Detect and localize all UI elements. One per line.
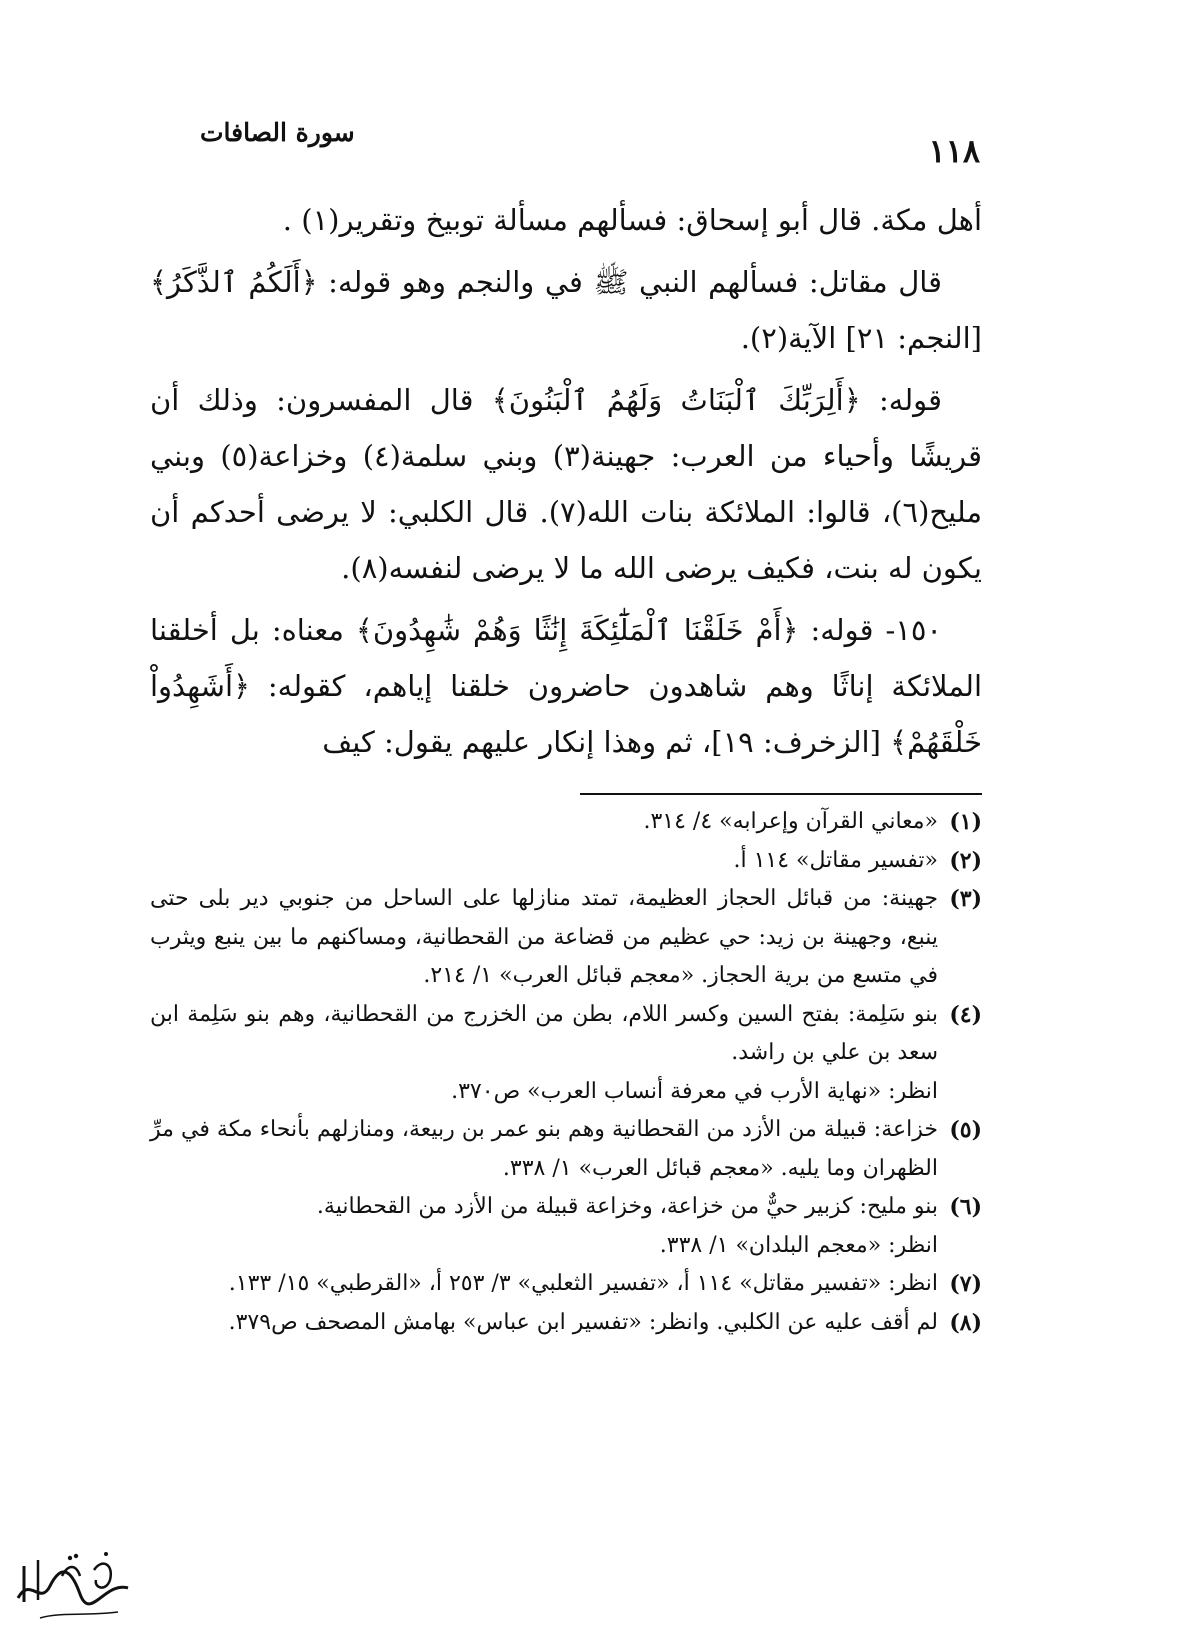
footnote-number: (٨) [949, 1309, 982, 1336]
paragraph-3: قوله: ﴿أَلِرَبِّكَ ٱلْبَنَاتُ وَلَهُمُ ٱلْبَنُونَ﴾ قال المفسرون: وذلك أن قريشًا وأحياء من العرب: جهينة(٣) وبني سلمة(٤) وخزاعة(٥) وبني مليح(٦)، قالوا: الملائكة بنات الله(٧). قال الكلبي: لا يرضى أحدكم أن يكون له بنت، فكيف يرضى الله ما لا يرضى لنفسه(٨). [150, 383, 983, 585]
footnote-2 [150, 842, 982, 881]
footnote-8 [150, 1304, 982, 1343]
paragraph-2: قال مقاتل: فسألهم النبي ﷺ في والنجم وهو قوله: ﴿أَلَكُمُ ٱلذَّكَرُ﴾ [النجم: ٢١] الآية(٢). [150, 265, 982, 355]
footnote-number: (١) [949, 809, 982, 835]
surah-title: سورة الصافات [200, 118, 355, 147]
footnote-1 [150, 803, 982, 842]
footnote-3 [150, 880, 982, 996]
footnote-number: (٧) [949, 1271, 982, 1297]
footnote-text: لم أقف عليه عن الكلبي. وانظر: «تفسير ابن عباس» بهامش المصحف ص٣٧٩. [228, 1309, 938, 1335]
footnote-reference: انظر: «معجم البلدان» ١/ ٣٣٨. [659, 1232, 938, 1258]
footnote-number: (٦) [949, 1194, 982, 1220]
footnote-reference: انظر: «نهاية الأرب في معرفة أنساب العرب» ص٣٧٠. [451, 1078, 938, 1104]
footnote-6 [150, 1188, 982, 1265]
page-header [200, 110, 980, 170]
paragraph-4: ١٥٠- قوله: ﴿أَمْ خَلَقْنَا ٱلْمَلَٰٓئِكَةَ إِنَٰثًا وَهُمْ شَٰهِدُونَ﴾ معناه: بل أخلقنا الملائكة إناثًا وهم شاهدون حاضرون خلقنا إياهم، كقوله: ﴿أَشَهِدُواْ خَلْقَهُمْ﴾ [الزخرف: ١٩]، ثم وهذا إنكار عليهم يقول: كيف [150, 613, 982, 759]
main-text [150, 192, 982, 776]
footnote-4 [150, 996, 982, 1112]
footnote-number: (٤) [949, 1001, 982, 1028]
page-number: ١١٨ [928, 132, 980, 170]
footnote-number: (٥) [949, 1117, 982, 1143]
footnotes [150, 803, 982, 1342]
footnote-text: «معاني القرآن وإعرابه» ٤/ ٣١٤. [643, 809, 938, 834]
footnote-divider [580, 793, 982, 795]
footnote-number: (٣) [949, 886, 982, 912]
footnote-5 [150, 1111, 982, 1188]
footnote-text: «تفسير مقاتل» ١١٤ أ. [733, 847, 938, 873]
calligraphy-logo-icon [10, 1536, 136, 1636]
footnote-number: (٢) [949, 847, 982, 874]
footnote-text: بنو مليح: كزبير حيٌّ من خزاعة، وخزاعة قبيلة من الأزد من القحطانية. [316, 1194, 938, 1219]
footnote-text: خزاعة: قبيلة من الأزد من القحطانية وهم بنو عمر بن ربيعة، ومنازلهم بأنحاء مكة في مرِّ الظهران وما يليه. «معجم قبائل العرب» ١/ ٣٣٨. [150, 1117, 938, 1181]
footnote-7 [150, 1265, 982, 1304]
footnote-text: بنو سَلِمة: بفتح السين وكسر اللام، بطن من الخزرج من القحطانية، وهم بنو سَلِمة ابن سعد بن علي بن راشد. [150, 1001, 938, 1065]
footnote-text: جهينة: من قبائل الحجاز العظيمة، تمتد منازلها على الساحل من جنوبي دير بلى حتى ينبع، وجهينة بن زيد: حي عظيم من قضاعة من القحطانية، ومساكنهم ما بين ينبع ويثرب في متسع من برية الحجاز. «معجم قبائل العرب» ١/ ٢١٤. [150, 886, 938, 988]
footnote-text: انظر: «تفسير مقاتل» ١١٤ أ، «تفسير الثعلبي» ٣/ ٢٥٣ أ، «القرطبي» ١٥/ ١٣٣. [228, 1271, 938, 1296]
paragraph-1: أهل مكة. قال أبو إسحاق: فسألهم مسألة توبيخ وتقرير(١) . [282, 203, 982, 237]
